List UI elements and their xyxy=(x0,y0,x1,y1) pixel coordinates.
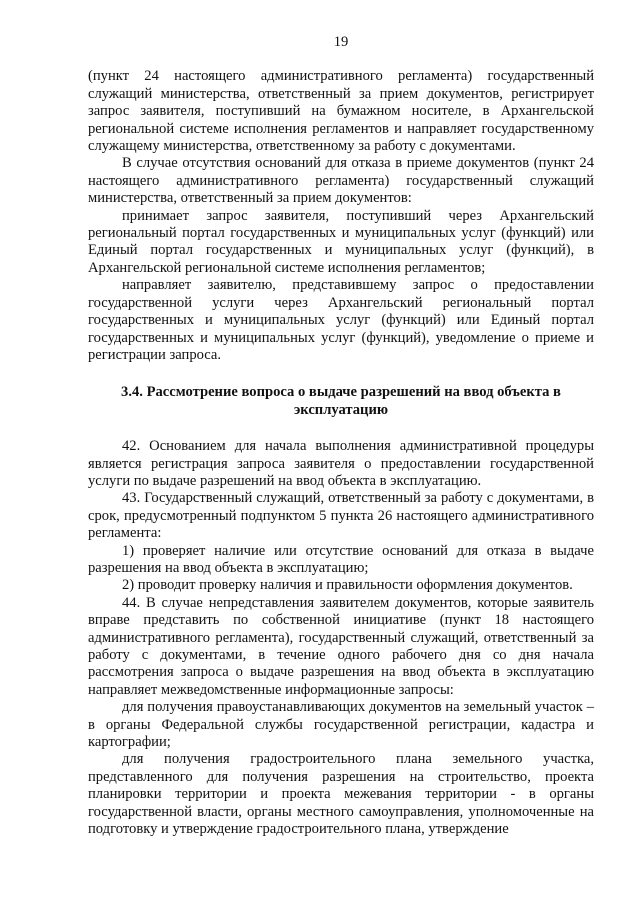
document-page xyxy=(88,34,594,838)
paragraph: направляет заявителю, представившему запрос о предоставлении государственной услуги через Архангельский региональный портал государственных и муниципальных услуг (функций) или Единый портал государственных и муниципальных услуг (функций), уведомление о приеме и регистрации запроса. xyxy=(88,277,594,363)
paragraph: В случае отсутствия оснований для отказа в приеме документов (пункт 24 настоящего административного регламента) государственный служащий министерства, ответственный за прием документов: xyxy=(88,155,594,207)
paragraph: для получения правоустанавливающих документов на земельный участок – в органы Федеральной службы государственной регистрации, кадастра и картографии; xyxy=(88,699,594,751)
page-number: 19 xyxy=(333,34,349,50)
section-heading: 3.4. Рассмотрение вопроса о выдаче разрешений на ввод объекта в эксплуатацию xyxy=(121,384,561,418)
paragraph: для получения градостроительного плана земельного участка, представленного для получения разрешения на строительство, проекта планировки территории и проекта межевания территории - в органы государственной власти, органы местного самоуправления, уполномоченные на подготовку и утверждение градостроительного плана, утверждение xyxy=(88,751,594,838)
paragraph: 43. Государственный служащий, ответственный за работу с документами, в срок, предусмотренный подпунктом 5 пункта 26 настоящего административного регламента: xyxy=(88,490,594,542)
paragraph: 2) проводит проверку наличия и правильности оформления документов. xyxy=(122,577,573,594)
paragraph: (пункт 24 настоящего административного регламента) государственный служащий министерства, ответственный за прием документов, регистрирует запрос заявителя, поступивший на бумажном носителе, в Архангельской региональной системе исполнения регламентов и направляет государственному служащему министерства, ответственному за работу с документами. xyxy=(88,68,594,155)
paragraph: 1) проверяет наличие или отсутствие оснований для отказа в выдаче разрешения на ввод объекта в эксплуатацию; xyxy=(88,542,594,576)
paragraph: принимает запрос заявителя, поступивший через Архангельский региональный портал государственных и муниципальных услуг (функций) или Единый портал государственных и муниципальных услуг (функций), в Архангельской региональной системе исполнения регламентов; xyxy=(88,207,594,276)
paragraph: 44. В случае непредставления заявителем документов, которые заявитель вправе представить по собственной инициативе (пункт 18 настоящего административного регламента), государственный служащий, ответственный за работу с документами, в течение одного рабочего дня со дня начала рассмотрения запроса о выдаче разрешения на ввод объекта в эксплуатацию направляет межведомственные информационные запросы: xyxy=(88,594,594,698)
paragraph: 42. Основанием для начала выполнения административной процедуры является регистрация запроса заявителя о предоставлении государственной услуги по выдаче разрешений на ввод объекта в эксплуатацию. xyxy=(88,438,594,489)
